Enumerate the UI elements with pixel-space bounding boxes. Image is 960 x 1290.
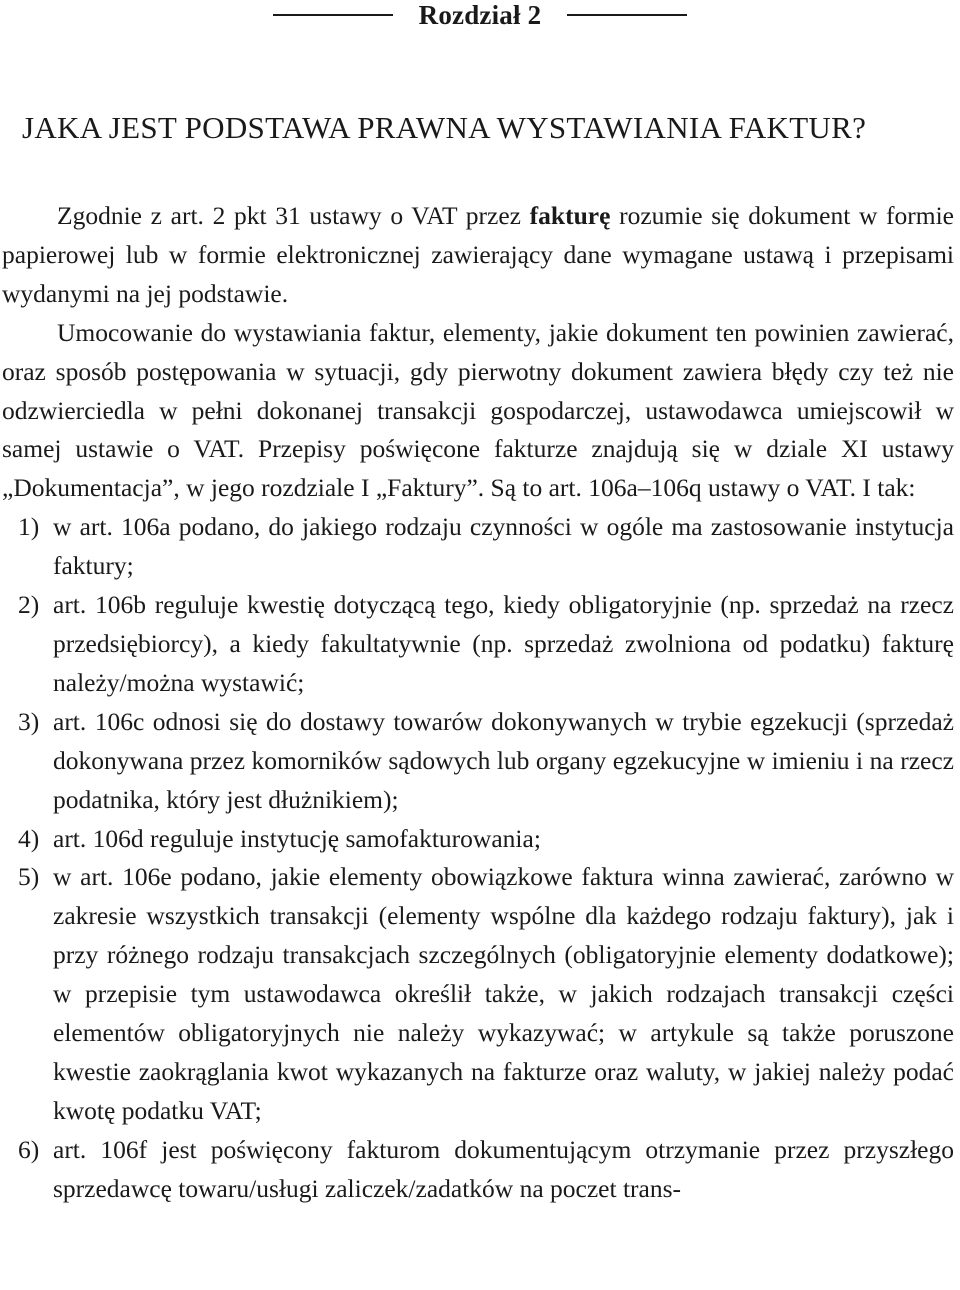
list-item-text: w art. 106e podano, jakie elementy obowiązkowe faktura winna zawierać, zarówno w zakresie wszystkich transakcji (elementy wspólne dla każdego rodzaju faktury), jak i przy różnego rodzaju transakcjach szczególnych (obligatoryjnie elementy dodatkowe); w przepisie tym ustawodawca określił także, w jakich rodzajach transakcji części elementów obligatoryjnych nie należy wykazywać; w artykule są także poruszone kwestie zaokrąglania kwot wykazanych na fakturze oraz waluty, w jakiej należy podać kwotę podatku VAT; — [53, 862, 954, 1125]
list-item-number: 6) — [18, 1134, 40, 1164]
term-faktura: fakturę — [529, 201, 611, 230]
article-list — [2, 508, 954, 1208]
list-item-number: 4) — [18, 823, 40, 853]
list-item-number: 1) — [18, 512, 40, 542]
list-item-text: art. 106d reguluje instytucję samofakturowania; — [53, 823, 541, 853]
chapter-rule-left — [273, 14, 393, 16]
list-item-number: 5) — [18, 862, 40, 892]
chapter-header — [0, 0, 960, 30]
list-item — [2, 703, 954, 820]
list-item — [2, 508, 954, 586]
list-item — [2, 1131, 954, 1209]
chapter-title: JAKA JEST PODSTAWA PRAWNA WYSTAWIANIA FAKTUR? — [22, 110, 867, 145]
paragraph-definition — [2, 197, 954, 314]
list-item — [2, 586, 954, 703]
list-item-text: art. 106b reguluje kwestię dotyczącą tego, kiedy obligatoryjnie (np. sprzedaż na rzecz przedsiębiorcy), a kiedy fakultatywnie (np. sprzedaż zwolniona od podatku) fakturę należy/można wystawić; — [53, 590, 954, 697]
list-item-text: art. 106f jest poświęcony fakturom dokumentującym otrzymanie przez przyszłego sprzedawcę towaru/usługi zaliczek/zadatków na poczet trans- — [53, 1134, 954, 1203]
list-item-number: 3) — [18, 706, 40, 736]
list-item-text: w art. 106a podano, do jakiego rodzaju czynności w ogóle ma zastosowanie instytucja faktury; — [53, 512, 954, 581]
list-item-text: art. 106c odnosi się do dostawy towarów dokonywanych w trybie egzekucji (sprzedaż dokonywana przez komorników sądowych lub organy egzekucyjne w imieniu i na rzecz podatnika, który jest dłużnikiem); — [53, 706, 954, 814]
paragraph-legal-basis: Umocowanie do wystawiania faktur, elementy, jakie dokument ten powinien zawierać, oraz sposób postępowania w sytuacji, gdy pierwotny dokument zawiera błędy czy też nie odzwierciedla w pełni dokonanej transakcji gospodarczej, ustawodawca umiejscowił w samej ustawie o VAT. Przepisy poświęcone fakturze znajdują się w dziale XI ustawy „Dokumentacja”, w jego rozdziale I „Faktury”. Są to art. 106a–106q ustawy o VAT. I tak: — [2, 317, 954, 503]
list-item — [2, 820, 954, 859]
paragraph-definition-end: rozumie się dokument w formie papierowej lub w formie elektronicznej zawierający dane wymagane ustawą i przepisami wydanymi na jej podstawie. — [2, 201, 955, 308]
paragraph-definition-start: Zgodnie z art. 2 pkt 31 ustawy o VAT przez — [57, 201, 530, 230]
list-item — [2, 858, 954, 1130]
chapter-label: Rozdział 2 — [418, 0, 542, 30]
chapter-rule-right — [567, 14, 687, 16]
body-text — [2, 197, 954, 1209]
list-item-number: 2) — [18, 590, 40, 620]
